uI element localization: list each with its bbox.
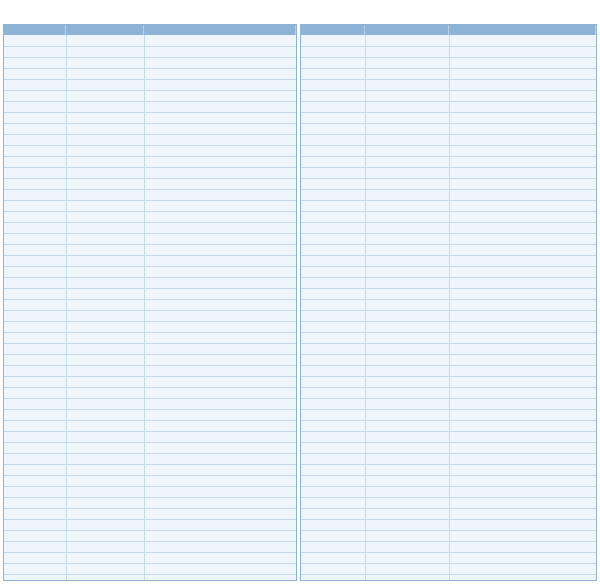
- table-row-rule: [301, 46, 596, 47]
- table-row-rule: [4, 508, 296, 509]
- table-row-rule: [301, 79, 596, 80]
- table-row-rule: [301, 156, 596, 157]
- table-row-rule: [301, 398, 596, 399]
- table-row-rule: [4, 464, 296, 465]
- table-row-rule: [301, 90, 596, 91]
- right-header-hours: [449, 25, 596, 35]
- table-row-rule: [4, 46, 296, 47]
- left-table: [3, 24, 297, 581]
- table-row-rule: [4, 310, 296, 311]
- table-row-rule: [4, 200, 296, 201]
- table-row-rule: [301, 409, 596, 410]
- table-row-rule: [4, 519, 296, 520]
- table-row-rule: [301, 508, 596, 509]
- table-row-rule: [4, 222, 296, 223]
- table-row-rule: [4, 68, 296, 69]
- table-row-rule: [301, 57, 596, 58]
- table-row-rule: [301, 233, 596, 234]
- table-row-rule: [4, 497, 296, 498]
- table-row-rule: [4, 112, 296, 113]
- table-row-rule: [301, 244, 596, 245]
- table-row-rule: [301, 453, 596, 454]
- table-row-rule: [4, 530, 296, 531]
- table-row-rule: [301, 343, 596, 344]
- right-header-school: [301, 25, 365, 35]
- table-row-rule: [4, 321, 296, 322]
- table-row-rule: [4, 541, 296, 542]
- right-table: [300, 24, 597, 581]
- table-row-rule: [301, 541, 596, 542]
- table-row-rule: [301, 420, 596, 421]
- table-row-rule: [301, 365, 596, 366]
- table-row-rule: [4, 79, 296, 80]
- table-row-rule: [301, 563, 596, 564]
- table-row-rule: [301, 299, 596, 300]
- table-row-rule: [301, 497, 596, 498]
- left-table-rows: [4, 35, 296, 580]
- table-row-rule: [4, 134, 296, 135]
- table-row-rule: [4, 189, 296, 190]
- table-row-rule: [4, 365, 296, 366]
- table-row-rule: [301, 68, 596, 69]
- table-row-rule: [301, 354, 596, 355]
- table-row-rule: [4, 233, 296, 234]
- table-row-rule: [301, 189, 596, 190]
- left-header-hours: [144, 25, 296, 35]
- table-row-rule: [4, 552, 296, 553]
- table-row-rule: [4, 376, 296, 377]
- table-row-rule: [301, 574, 596, 575]
- table-row-rule: [301, 310, 596, 311]
- table-row-rule: [4, 57, 296, 58]
- table-row-rule: [4, 387, 296, 388]
- table-row-rule: [4, 563, 296, 564]
- table-row-rule: [301, 519, 596, 520]
- table-row-rule: [301, 464, 596, 465]
- table-row-rule: [4, 277, 296, 278]
- table-row-rule: [4, 475, 296, 476]
- table-row-rule: [4, 354, 296, 355]
- table-row-rule: [301, 530, 596, 531]
- table-row-rule: [301, 387, 596, 388]
- table-row-rule: [301, 277, 596, 278]
- right-header-address: [365, 25, 449, 35]
- table-row-rule: [4, 244, 296, 245]
- table-row-rule: [4, 288, 296, 289]
- table-row-rule: [4, 156, 296, 157]
- table-row-rule: [4, 442, 296, 443]
- right-table-rows: [301, 35, 596, 580]
- table-row-rule: [4, 167, 296, 168]
- table-row-rule: [4, 398, 296, 399]
- table-row-rule: [301, 200, 596, 201]
- table-row-rule: [301, 167, 596, 168]
- table-row-rule: [4, 343, 296, 344]
- table-row-rule: [301, 255, 596, 256]
- table-row-rule: [301, 486, 596, 487]
- table-row-rule: [4, 453, 296, 454]
- page-title: [0, 0, 600, 22]
- table-row-rule: [301, 222, 596, 223]
- table-row-rule: [4, 266, 296, 267]
- table-row-rule: [4, 431, 296, 432]
- table-row-rule: [301, 123, 596, 124]
- table-row-rule: [4, 101, 296, 102]
- table-row-rule: [301, 112, 596, 113]
- table-row-rule: [301, 178, 596, 179]
- table-row-rule: [301, 552, 596, 553]
- table-row-rule: [4, 90, 296, 91]
- table-row-rule: [301, 475, 596, 476]
- table-row-rule: [4, 299, 296, 300]
- table-row-rule: [301, 266, 596, 267]
- table-row-rule: [301, 145, 596, 146]
- table-row-rule: [4, 123, 296, 124]
- table-row-rule: [301, 431, 596, 432]
- left-header-school: [4, 25, 66, 35]
- left-header-address: [66, 25, 144, 35]
- table-row-rule: [4, 255, 296, 256]
- table-row-rule: [301, 332, 596, 333]
- table-row-rule: [301, 321, 596, 322]
- table-row-rule: [301, 288, 596, 289]
- table-row-rule: [4, 409, 296, 410]
- table-row-rule: [4, 332, 296, 333]
- table-row-rule: [301, 211, 596, 212]
- table-row-rule: [4, 420, 296, 421]
- table-row-rule: [4, 574, 296, 575]
- table-row-rule: [301, 134, 596, 135]
- table-row-rule: [301, 101, 596, 102]
- right-table-header: [301, 25, 596, 35]
- table-row-rule: [4, 211, 296, 212]
- table-row-rule: [4, 178, 296, 179]
- left-table-header: [4, 25, 296, 35]
- table-row-rule: [301, 376, 596, 377]
- table-row-rule: [4, 145, 296, 146]
- table-row-rule: [301, 442, 596, 443]
- table-row-rule: [4, 486, 296, 487]
